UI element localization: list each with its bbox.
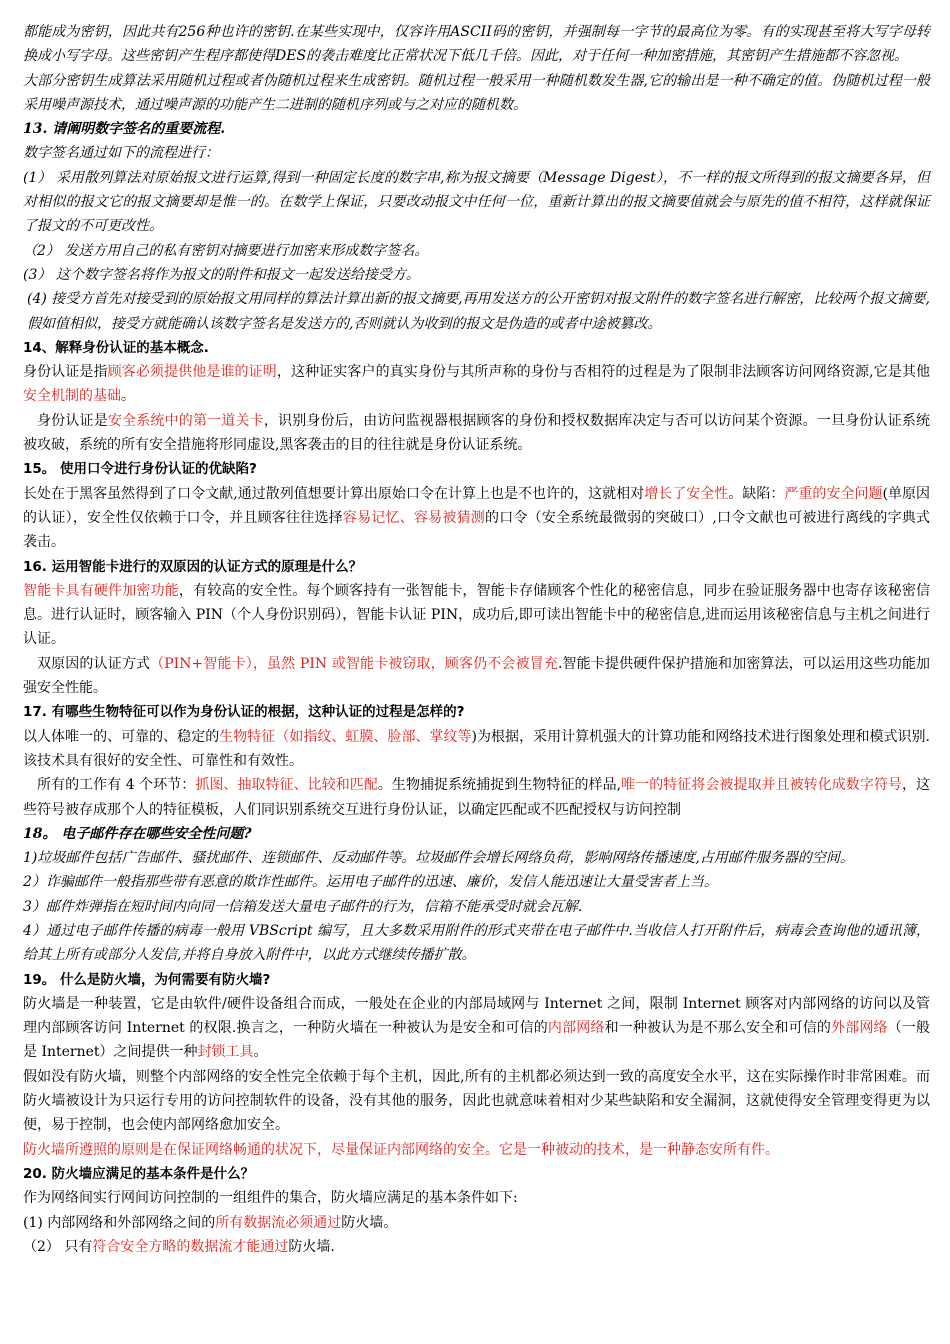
question-15-heading: 15。 使用口令进行身份认证的优缺陷? <box>23 461 257 478</box>
question-14-heading: 14、解释身份认证的基本概念. <box>23 339 209 356</box>
q14-p2-text: 身份认证是 <box>37 412 108 429</box>
q19-highlight: 外部网络 <box>831 1020 888 1037</box>
q14-p2-highlight: 安全系统中的第一道关卡 <box>107 412 264 429</box>
q18-item-3: 3）邮件炸弹指在短时间内向同一信箱发送大量电子邮件的行为，信箱不能承受时就会瓦解. <box>23 898 583 915</box>
question-13-heading: 13. 请阐明数字签名的重要流程. <box>23 121 226 138</box>
q13-step-2: （2） 发送方用自己的私有密钥对摘要进行加密来形成数字签名。 <box>23 242 429 259</box>
q13-step-4: (4) 接受方首先对接受到的原始报文用同样的算法计算出新的报文摘要,再用发送方的公开密钥对报文附件的数字签名进行解密，比较两个报文摘要,假如值相似，接受方就能确认该数字签名是发送方的,否则就认为收到的报文是伪造的或者中途被篡改。 <box>27 291 930 332</box>
paragraph-random-process: 大部分密钥生成算法采用随机过程或者伪随机过程来生成密钥。随机过程一般采用一种随机数发生器,它的输出是一种不确定的值。伪随机过程一般采用噪声源技术，通过噪声源的功能产生二进制的随机序列或与之对应的随机数。 <box>23 72 930 113</box>
q15-highlight: 增长了安全性 <box>644 485 729 502</box>
q17-paragraph-2 <box>23 773 930 822</box>
q17-text: 以人体唯一的、可靠的、稳定的 <box>23 728 220 745</box>
q20-text: (1) 内部网络和外部网络之间的 <box>23 1214 216 1231</box>
question-16-heading: 16. 运用智能卡进行的双原因的认证方式的原理是什么？ <box>23 558 363 575</box>
q16-highlight: （PIN+智能卡），虽然 PIN 或智能卡被窃取，顾客仍不会被冒充 <box>150 655 558 672</box>
q14-p1-text: 身份认证是指 <box>23 364 108 381</box>
question-18-heading: 18。 电子邮件存在哪些安全性问题? <box>23 825 252 842</box>
q15-text: 长处在于黑客虽然得到了口令文献,通过散列值想要计算出原始口令在计算上也是不也许的，这就相对 <box>23 485 645 502</box>
q17-text: 所有的工作有 4 个环节： <box>37 777 196 794</box>
q20-item-1 <box>23 1211 930 1235</box>
q14-p2-text: ，识别身份后，由访问监视器根据顾客的身份和授权数据库决定与否可以访问某个资源。一旦身份认证系统被攻破，系统的所有安全措施将形同虚设,黑客袭击的目的往往就是身份认证系统。 <box>23 412 931 454</box>
q17-text: ，这些符号被存成那个人的特征模板，人们同识别系统交互进行身份认证，以确定匹配或不匹配授权与访问控制 <box>23 777 931 818</box>
q15-text: 。缺陷： <box>728 485 785 502</box>
q18-item-2: 2）诈骗邮件一般指那些带有恶意的欺诈性邮件。运用电子邮件的迅速、廉价，发信人能迅速让大量受害者上当。 <box>23 874 718 891</box>
q20-text: 防火墙. <box>288 1238 335 1255</box>
q19-highlight: 内部网络 <box>547 1020 605 1037</box>
q19-text: （一般是 Internet）之间提供一种 <box>23 1020 931 1061</box>
q17-text: 。生物捕捉系统捕捉到生物特征的样品, <box>377 777 622 794</box>
q15-paragraph <box>23 482 930 555</box>
q19-paragraph-2: 假如没有防火墙，则整个内部网络的安全性完全依赖于每个主机，因此,所有的主机都必须达到一致的高度安全水平，这在实际操作时非常困难。而防火墙被设计为只运行专用的访问控制软件的设备，没有其他的服务，因此也就意味着相对少某些缺陷和安全漏洞，这就使得安全管理变得更为以便，易于控制，也会使内部网络愈加安全。 <box>23 1068 930 1134</box>
q16-text: ，有较高的安全性。每个顾客持有一张智能卡，智能卡存储顾客个性化的秘密信息，同步在验证服务器中也寄存该秘密信息。进行认证时，顾客输入 PIN（个人身份识别码），智能卡认证 PIN，成功后,即可读出智能卡中的秘密信息,进而运用该秘密信息与主机之间进行认证。 <box>23 582 930 648</box>
q15-highlight: 容易记忆、容易被猜测 <box>342 509 485 526</box>
question-17-heading: 17. 有哪些生物特征可以作为身份认证的根据，这种认证的过程是怎样的? <box>23 704 465 721</box>
q14-p1-highlight: 顾客必须提供他是谁的证明 <box>107 364 277 381</box>
q16-paragraph-2 <box>23 652 930 701</box>
q19-highlight: 封锁工具 <box>197 1044 254 1061</box>
q20-text: （2） 只有 <box>23 1238 93 1255</box>
q16-text: 双原因的认证方式 <box>37 655 151 672</box>
q18-item-4: 4）通过电子邮件传播的病毒一般用 VBScript 编写，且大多数采用附件的形式夹带在电子邮件中.当收信人打开附件后，病毒会查询他的通讯簿，给其上所有或部分人发信,并将自身放入附件中，以此方式继续传播扩散。 <box>23 922 930 964</box>
q17-text: )为根据，采用计算机强大的计算功能和网络技术进行图象处理和模式识别.该技术具有很好的安全性、可靠性和有效性。 <box>23 728 931 769</box>
document-page <box>23 20 930 1259</box>
q18-item-1: 1)垃圾邮件包括广告邮件、骚扰邮件、连锁邮件、反动邮件等。垃圾邮件会增长网络负荷，影响网络传播速度,占用邮件服务器的空间。 <box>23 850 854 867</box>
q17-highlight: 生物特征（如指纹、虹膜、脸部、掌纹等 <box>219 728 472 745</box>
q15-text: (单原因的认证），安全性仅依赖于口令，并且顾客往往选择 <box>23 485 931 526</box>
q19-text: 和一种被认为是不那么安全和可信的 <box>604 1020 832 1037</box>
q20-text: 防火墙。 <box>341 1214 398 1231</box>
q16-text: .智能卡提供硬件保护措施和加密算法，可以运用这些功能加强安全性能。 <box>23 655 931 697</box>
q20-item-2 <box>23 1235 930 1259</box>
q15-text: 的口令（安全系统最微弱的突破口）,口令文献也可被进行离线的字典式袭击。 <box>23 509 931 551</box>
q17-highlight: 唯一的特征将会被提取并且被转化成数字符号 <box>621 777 902 794</box>
q16-paragraph-1 <box>23 579 930 652</box>
q13-step-3: (3） 这个数字签名将作为报文的附件和报文一起发送给接受方。 <box>23 266 420 283</box>
q14-p1-text: ，这种证实客户的真实身份与其所声称的身份与否相符的过程是为了限制非法顾客访问网络资源,它是其他 <box>276 364 931 381</box>
q16-highlight: 智能卡具有硬件加密功能 <box>23 582 179 599</box>
q17-highlight: 抓图、抽取特征、比较和匹配 <box>195 777 378 794</box>
q17-paragraph-1 <box>23 725 930 774</box>
q14-paragraph-1 <box>23 360 930 409</box>
question-19-heading: 19。 什么是防火墙，为何需要有防火墙? <box>23 971 271 988</box>
q14-paragraph-2 <box>23 409 930 458</box>
q20-intro: 作为网络间实行网间访问控制的一组组件的集合，防火墙应满足的基本条件如下: <box>23 1190 518 1207</box>
q20-highlight: 符合安全方略的数据流才能通过 <box>92 1238 289 1255</box>
q20-highlight: 所有数据流必须通过 <box>215 1214 342 1231</box>
paragraph-key-generation: 都能成为密钥，因此共有256种也许的密钥.在某些实现中，仅容许用ASCII码的密钥，并强制每一字节的最高位为零。有的实现甚至将大写字母转换成小写字母。这些密钥产生程序都使得DES的袭击难度比正常状况下低几千倍。因此，对于任何一种加密措施，其密钥产生措施都不容忽视。 <box>23 24 930 65</box>
q13-intro: 数字签名通过如下的流程进行： <box>23 145 219 162</box>
q15-highlight: 严重的安全问题 <box>784 485 883 502</box>
q14-p1-highlight: 安全机制的基础 <box>23 388 121 405</box>
q19-text: 。 <box>253 1044 268 1061</box>
q13-step-1: (1） 采用散列算法对原始报文进行运算,得到一种固定长度的数字串,称为报文摘要（Message Digest），不一样的报文所得到的报文摘要各异，但对相似的报文它的报文摘要却是惟一的。在数学上保证，只要改动报文中任何一位，重新计算出的报文摘要值就会与原先的值不相符，这样就保证了报文的不可更改性。 <box>23 169 930 235</box>
q19-paragraph-1 <box>23 992 930 1065</box>
q19-paragraph-3: 防火墙所遵照的原则是在保证网络畅通的状况下，尽量保证内部网络的安全。它是一种被动的技术，是一种静态安所有件。 <box>23 1141 779 1158</box>
question-20-heading: 20. 防火墙应满足的基本条件是什么？ <box>23 1165 255 1182</box>
q19-text: 防火墙是一种装置，它是由软件/硬件设备组合而成，一般处在企业的内部局域网与 Internet 之间，限制 Internet 顾客对内部网络的访问以及管理内部顾客访问 Internet 的权限.换言之，一种防火墙在一种被认为是安全和可信的 <box>23 995 930 1037</box>
q14-p1-text: 。 <box>121 388 135 405</box>
